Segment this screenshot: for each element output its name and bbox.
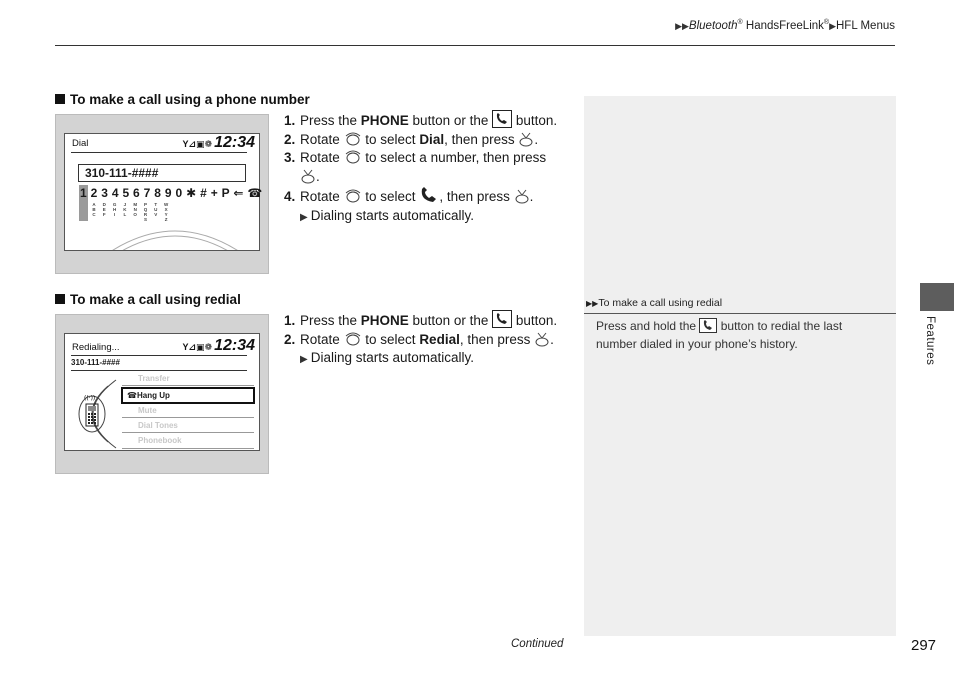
screen-title-rule bbox=[71, 152, 247, 153]
menu-item-hang-up: ☎Hang Up bbox=[121, 387, 255, 404]
breadcrumb-section: HFL Menus bbox=[835, 19, 895, 32]
step-1: 1. Press the PHONE button or the button. bbox=[284, 110, 557, 131]
screen-number-rule bbox=[71, 370, 247, 371]
menu-divider bbox=[122, 432, 254, 433]
keypad-letter-group: A B C bbox=[92, 202, 96, 217]
menu-item-phonebook: Phonebook bbox=[138, 436, 182, 445]
arrow-icon: ▶ bbox=[300, 354, 308, 366]
interface-dial-icon bbox=[344, 131, 362, 147]
redial-screen bbox=[64, 333, 260, 451]
keypad-letter-group: G H I bbox=[112, 202, 117, 217]
note-rule bbox=[584, 313, 896, 314]
interface-dial-icon bbox=[344, 188, 362, 204]
signal-icon: Y⊿▣❁ bbox=[182, 342, 213, 352]
menu-divider bbox=[122, 417, 254, 418]
screen-title-rule bbox=[71, 355, 247, 356]
phone-graphic-icon bbox=[68, 378, 118, 450]
page-number: 297 bbox=[911, 637, 937, 654]
square-bullet-icon bbox=[55, 294, 65, 304]
call-icon: ☎ bbox=[247, 186, 263, 200]
note-title: ▶▶To make a call using redial bbox=[586, 297, 723, 309]
interface-dial-icon bbox=[344, 149, 362, 165]
section-heading-dial bbox=[55, 92, 310, 107]
signal-icon: Y⊿▣❁ bbox=[182, 139, 213, 149]
heading-text: To make a call using redial bbox=[70, 292, 241, 307]
dial-arc-graphic bbox=[105, 222, 245, 250]
keypad-letter-group: J K L bbox=[123, 202, 127, 217]
dial-screen-frame bbox=[55, 114, 269, 274]
header-rule bbox=[55, 45, 895, 46]
arrow-icon: ▶ bbox=[829, 20, 836, 31]
breadcrumb: ▶▶Bluetooth® HandsFreeLink®▶HFL Menus bbox=[675, 19, 895, 32]
screen-status bbox=[182, 337, 255, 355]
step-2: 2. Rotate to select Dial, then press . bbox=[284, 131, 539, 147]
breadcrumb-bluetooth: Bluetooth bbox=[688, 19, 738, 32]
section-tab bbox=[920, 283, 954, 311]
note-arrow-icon: ▶▶ bbox=[586, 299, 599, 308]
svg-text:((·)): ((·)) bbox=[84, 395, 96, 402]
keypad-selected: 1 bbox=[80, 186, 87, 200]
clock: 12:34 bbox=[214, 337, 255, 354]
dial-screen bbox=[64, 133, 263, 251]
screen-title: Redialing... bbox=[72, 342, 120, 353]
keypad-letter-group: D E F bbox=[102, 202, 106, 217]
keypad-letters bbox=[90, 202, 180, 224]
square-bullet-icon bbox=[55, 94, 65, 104]
press-dial-icon bbox=[518, 131, 534, 147]
step-2: 2. Rotate to select Redial, then press . bbox=[284, 331, 554, 347]
menu-divider bbox=[122, 385, 254, 386]
continued-label: Continued bbox=[511, 638, 564, 650]
keypad-letter-group: T U V bbox=[154, 202, 158, 217]
keypad-letter-group: P Q R S bbox=[143, 202, 148, 222]
menu-item-mute: Mute bbox=[138, 406, 157, 415]
step-result: ▶ Dialing starts automatically. bbox=[300, 350, 475, 366]
keypad-letter-group: W X Y Z bbox=[163, 202, 169, 222]
screen-status bbox=[182, 134, 255, 152]
keypad-row bbox=[80, 186, 263, 200]
phone-button-icon bbox=[492, 110, 512, 128]
menu-item-transfer: Transfer bbox=[138, 374, 170, 383]
interface-dial-icon bbox=[344, 331, 362, 347]
arrow-icon: ▶ bbox=[300, 211, 308, 223]
step-3-cont: . bbox=[284, 168, 557, 187]
screen-title: Dial bbox=[72, 138, 89, 149]
arrow-icon: ▶▶ bbox=[675, 20, 689, 31]
heading-text: To make a call using a phone number bbox=[70, 92, 310, 107]
keypad-letter-group: M N O bbox=[133, 202, 138, 217]
dial-steps bbox=[284, 110, 557, 228]
keypad-keys: 2 3 4 5 6 7 8 9 0 ✱ # + P ⇐ bbox=[90, 186, 244, 200]
section-heading-redial bbox=[55, 292, 241, 307]
redial-steps bbox=[284, 310, 557, 370]
hangup-icon: ☎ bbox=[127, 391, 137, 400]
redial-screen-frame bbox=[55, 314, 269, 474]
redial-number: 310-111-#### bbox=[71, 358, 120, 367]
step-1: 1. Press the PHONE button or the button. bbox=[284, 310, 557, 331]
breadcrumb-handsfreelink: HandsFreeLink bbox=[745, 19, 824, 32]
section-label: Features bbox=[924, 316, 936, 366]
pick-up-button-icon bbox=[699, 318, 717, 333]
menu-divider bbox=[122, 448, 254, 449]
step-3: 3. Rotate to select a number, then press bbox=[284, 150, 547, 166]
step-result: ▶ Dialing starts automatically. bbox=[300, 207, 475, 223]
sidebar-panel bbox=[584, 96, 896, 636]
call-handset-icon bbox=[419, 186, 439, 204]
phone-button-icon bbox=[492, 310, 512, 328]
step-4: 4. Rotate to select , then press . bbox=[284, 186, 557, 207]
press-dial-icon bbox=[534, 331, 550, 347]
number-entry-field: 310-111-#### bbox=[78, 164, 246, 182]
press-dial-icon bbox=[514, 188, 530, 204]
menu-item-dial-tones: Dial Tones bbox=[138, 421, 178, 430]
clock: 12:34 bbox=[214, 134, 255, 151]
note-body: Press and hold the button to redial the last number dialed in your phone’s history. bbox=[596, 319, 843, 351]
press-dial-icon bbox=[300, 168, 316, 184]
